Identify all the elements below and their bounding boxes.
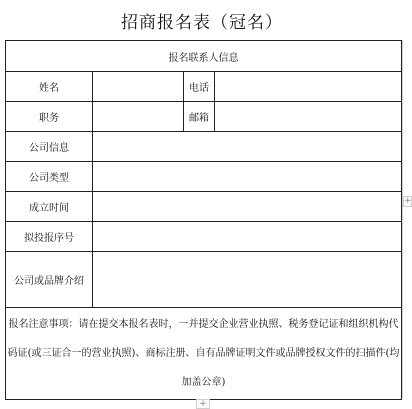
table-row: [6, 162, 402, 192]
phone-field[interactable]: [215, 72, 402, 102]
brand-intro-label: 公司或品牌介绍: [6, 252, 93, 308]
company-type-label: 公司类型: [6, 162, 93, 192]
table-right-guide: [402, 40, 403, 398]
name-label: 姓名: [6, 72, 93, 102]
email-label: 邮箱: [184, 102, 215, 132]
table-row: [6, 252, 402, 308]
table-row: [6, 132, 402, 162]
table-row: [6, 72, 402, 102]
company-type-field[interactable]: [93, 162, 402, 192]
table-row: [6, 192, 402, 222]
table-row: [6, 102, 402, 132]
notes-row: [6, 308, 402, 400]
add-row-button[interactable]: +: [196, 399, 210, 409]
position-field[interactable]: [93, 102, 184, 132]
name-field[interactable]: [93, 72, 184, 102]
phone-label: 电话: [184, 72, 215, 102]
position-label: 职务: [6, 102, 93, 132]
brand-intro-field[interactable]: [93, 252, 402, 308]
application-no-field[interactable]: [93, 222, 402, 252]
notes-text: 报名注意事项：请在提交本报名表时，一并提交企业营业执照、税务登记证和组织机构代码证(或三证合一的营业执照)、商标注册、自有品牌证明文件或品牌授权文件的扫描件(均加盖公章): [7, 319, 400, 388]
document-title: 招商报名表（冠名）: [121, 13, 283, 33]
email-field[interactable]: [215, 102, 402, 132]
section-header-row: [6, 41, 402, 72]
founded-field[interactable]: [93, 192, 402, 222]
company-info-label: 公司信息: [6, 132, 93, 162]
section-header: 报名联系人信息: [6, 41, 402, 72]
registration-form-table: [5, 40, 402, 400]
notes-cell[interactable]: [6, 308, 402, 400]
application-no-label: 拟投报序号: [6, 222, 93, 252]
founded-label: 成立时间: [6, 192, 93, 222]
add-column-button[interactable]: +: [404, 196, 412, 206]
company-info-field[interactable]: [93, 132, 402, 162]
table-row: [6, 222, 402, 252]
